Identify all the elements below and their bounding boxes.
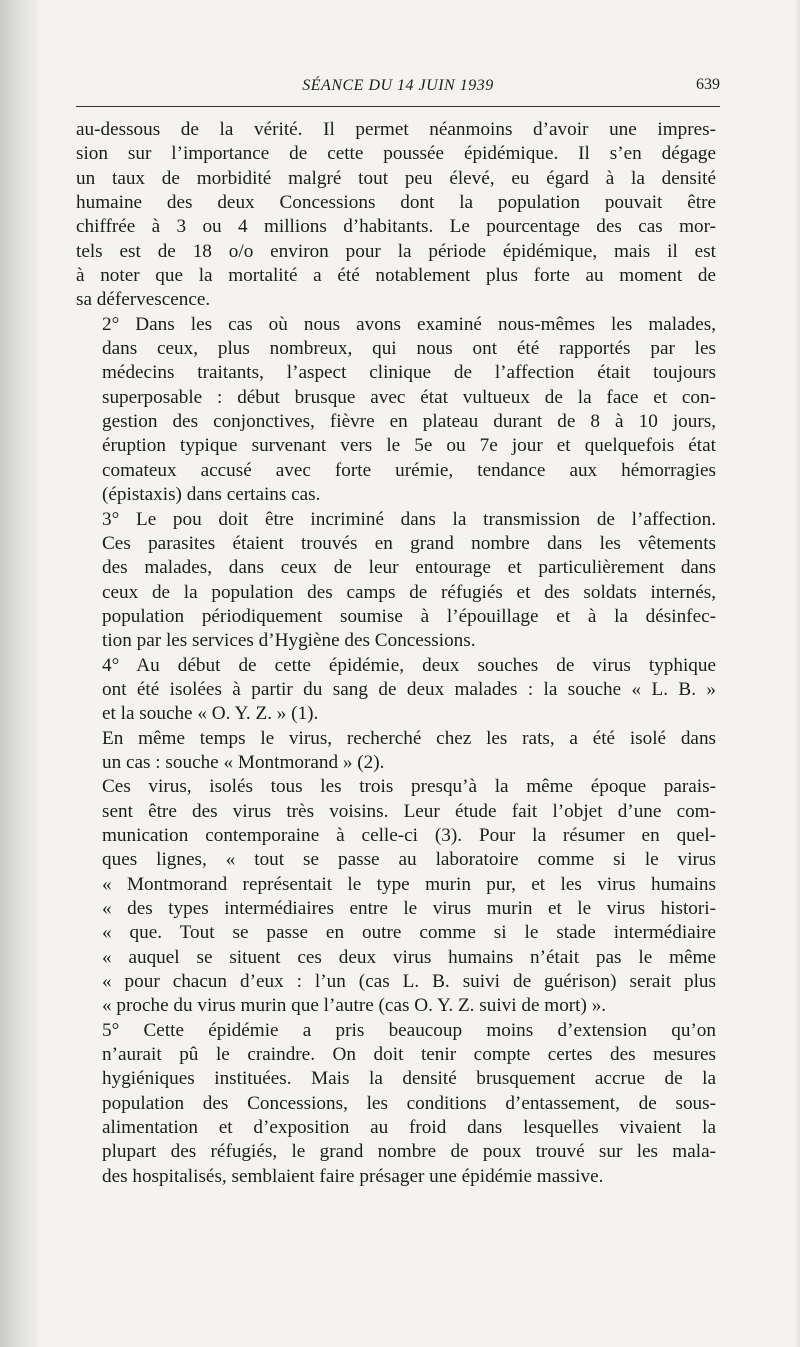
text-line: ont été isolées à partir du sang de deux malades : la souche « L. B. » [102, 678, 716, 700]
page-gutter-shadow [0, 0, 38, 1347]
text-line: un taux de morbidité malgré tout peu élevé, eu égard à la densité [76, 167, 716, 189]
paragraph [76, 1019, 716, 1189]
text-line: Ces parasites étaient trouvés en grand nombre dans les vêtements [102, 532, 716, 554]
text-line: 4° Au début de cette épidémie, deux souches de virus typhique [102, 654, 716, 676]
text-line: médecins traitants, l’aspect clinique de l’affection était toujours [102, 362, 716, 384]
paragraph [76, 508, 716, 654]
text-line: « auquel se situent ces deux virus humains n’était pas le même [102, 946, 716, 968]
body-text [76, 118, 716, 1189]
text-line: alimentation et d’exposition au froid dans lesquelles vivaient la [102, 1117, 716, 1139]
text-line: gestion des conjonctives, fièvre en plateau durant de 8 à 10 jours, [102, 411, 716, 433]
text-line: tels est de 18 o/o environ pour la période épidémique, mais il est [76, 240, 716, 262]
text-line: population des Concessions, les conditions d’entassement, de sous- [102, 1092, 716, 1114]
text-line: 5° Cette épidémie a pris beaucoup moins d’extension qu’on [102, 1019, 716, 1041]
paragraph [76, 313, 716, 508]
text-line: population périodiquement soumise à l’épouillage et à la désinfec- [102, 605, 716, 627]
text-line: un cas : souche « Montmorand » (2). [102, 751, 385, 773]
text-line: sa défervescence. [76, 289, 211, 311]
text-line: dans ceux, plus nombreux, qui nous ont été rapportés par les [102, 338, 716, 360]
text-line: humaine des deux Concessions dont la population pouvait être [76, 192, 716, 214]
text-line: hygiéniques instituées. Mais la densité brusquement accrue de la [102, 1068, 716, 1090]
text-line: En même temps le virus, recherché chez les rats, a été isolé dans [102, 727, 716, 749]
text-line: « que. Tout se passe en outre comme si le stade intermédiaire [102, 922, 716, 944]
text-line: éruption typique survenant vers le 5e ou 7e jour et quelquefois état [102, 435, 716, 457]
text-line: ceux de la population des camps de réfugiés et des soldats internés, [102, 581, 716, 603]
text-line: plupart des réfugiés, le grand nombre de poux trouvé sur les mala- [102, 1141, 716, 1163]
page-edge [794, 0, 800, 1347]
text-line: comateux accusé avec forte urémie, tendance aux hémorragies [102, 459, 716, 481]
paragraph [76, 727, 716, 776]
text-line: tion par les services d’Hygiène des Concessions. [102, 630, 476, 652]
text-line: 3° Le pou doit être incriminé dans la transmission de l’affection. [102, 508, 716, 530]
text-line: sent être des virus très voisins. Leur étude fait l’objet d’une com- [102, 800, 716, 822]
paragraph [76, 118, 716, 313]
text-line: 2° Dans les cas où nous avons examiné nous-mêmes les malades, [102, 313, 716, 335]
text-line: des hospitalisés, semblaient faire présager une épidémie massive. [102, 1165, 604, 1187]
paragraph [76, 654, 716, 727]
text-line: « des types intermédiaires entre le virus murin et le virus histori- [102, 898, 716, 919]
header-rule [76, 106, 720, 107]
text-line: « proche du virus murin que l’autre (cas O. Y. Z. suivi de mort) ». [102, 995, 607, 1017]
text-line: et la souche « O. Y. Z. » (1). [102, 703, 319, 725]
text-line: au-dessous de la vérité. Il permet néanmoins d’avoir une impres- [76, 119, 716, 140]
text-line: sion sur l’importance de cette poussée épidémique. Il s’en dégage [76, 143, 716, 165]
running-head [76, 74, 720, 98]
text-line: (épistaxis) dans certains cas. [102, 484, 321, 506]
text-line: « Montmorand représentait le type murin pur, et les virus humains [102, 873, 716, 895]
text-line: munication contemporaine à celle-ci (3). Pour la résumer en quel- [102, 824, 716, 846]
text-line: Ces virus, isolés tous les trois presqu’à la même époque parais- [102, 776, 716, 798]
text-line: n’aurait pû le craindre. On doit tenir compte certes des mesures [102, 1044, 716, 1066]
running-title: SÉANCE DU 14 JUIN 1939 [302, 77, 494, 94]
text-line: ques lignes, « tout se passe au laboratoire comme si le virus [102, 849, 716, 871]
paragraph [76, 775, 716, 1018]
text-line: des malades, dans ceux de leur entourage et particulièrement dans [102, 557, 716, 579]
text-line: chiffrée à 3 ou 4 millions d’habitants. Le pourcentage des cas mor- [76, 216, 716, 238]
text-line: « pour chacun d’eux : l’un (cas L. B. suivi de guérison) serait plus [102, 971, 716, 993]
page-number: 639 [696, 76, 720, 93]
text-line: superposable : début brusque avec état vultueux de la face et con- [102, 386, 716, 408]
text-line: à noter que la mortalité a été notablement plus forte au moment de [76, 265, 716, 287]
